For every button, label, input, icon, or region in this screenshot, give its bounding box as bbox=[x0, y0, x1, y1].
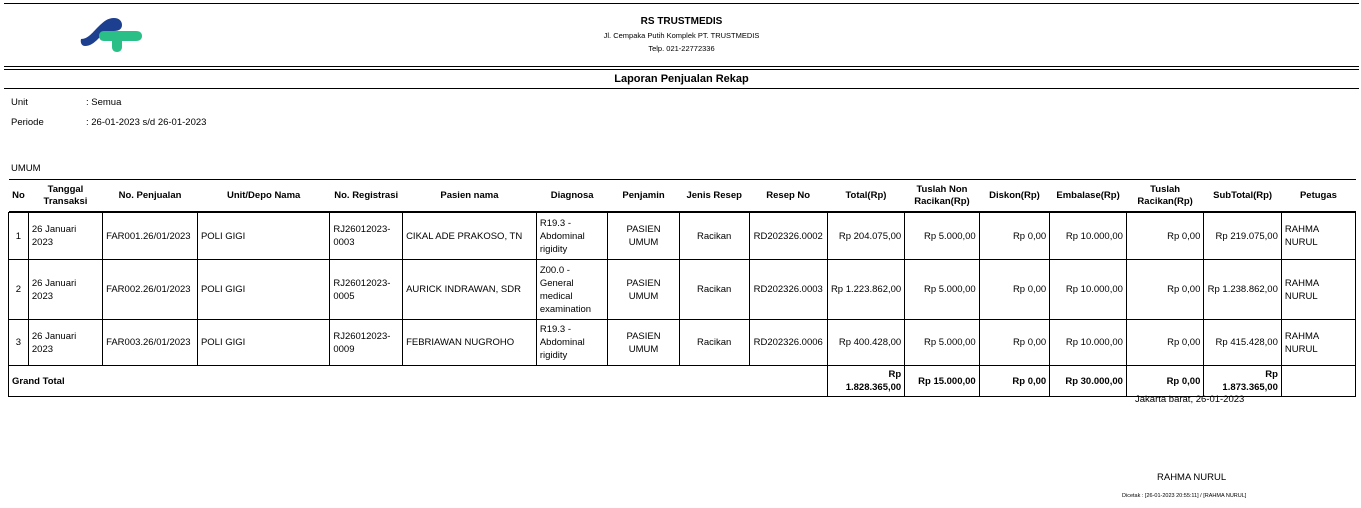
cell-subtotal: Rp 1.238.862,00 bbox=[1204, 260, 1282, 320]
col-resep-no: Resep No bbox=[749, 180, 827, 212]
cell-tuslah-non: Rp 5.000,00 bbox=[905, 213, 980, 260]
cell-resep-no: RD202326.0006 bbox=[749, 320, 827, 366]
cell-unit: POLI GIGI bbox=[197, 320, 329, 366]
cell-jenis-resep: Racikan bbox=[679, 320, 749, 366]
cell-diagnosa: Z00.0 - General medical examination bbox=[536, 260, 608, 320]
signer-name: RAHMA NURUL bbox=[1157, 472, 1227, 483]
cell-diskon: Rp 0,00 bbox=[979, 320, 1050, 366]
grand-total-tuslah-racikan: Rp 0,00 bbox=[1126, 366, 1203, 397]
col-tuslah-racikan: Tuslah Racikan(Rp) bbox=[1126, 180, 1203, 212]
cell-jenis-resep: Racikan bbox=[679, 213, 749, 260]
grand-total-tuslah-non: Rp 15.000,00 bbox=[905, 366, 980, 397]
col-unit: Unit/Depo Nama bbox=[197, 180, 329, 212]
cell-penjamin: PASIEN UMUM bbox=[608, 213, 679, 260]
filter-period-label: Periode bbox=[11, 117, 44, 128]
report-title: Laporan Penjualan Rekap bbox=[4, 69, 1359, 89]
col-petugas: Petugas bbox=[1281, 180, 1355, 212]
table-row bbox=[9, 213, 1356, 260]
filter-unit bbox=[11, 97, 121, 108]
col-tuslah-non: Tuslah Non Racikan(Rp) bbox=[905, 180, 980, 212]
hospital-name: RS TRUSTMEDIS bbox=[640, 16, 723, 27]
col-tanggal: Tanggal Transaksi bbox=[28, 180, 102, 212]
cell-no-registrasi: RJ26012023-0003 bbox=[330, 213, 403, 260]
cell-tuslah-racikan: Rp 0,00 bbox=[1126, 260, 1203, 320]
cell-no: 2 bbox=[9, 260, 29, 320]
grand-total-row bbox=[9, 366, 1356, 397]
cell-diagnosa: R19.3 - Abdominal rigidity bbox=[536, 213, 608, 260]
grand-total-subtotal: Rp 1.873.365,00 bbox=[1204, 366, 1282, 397]
col-no-registrasi: No. Registrasi bbox=[330, 180, 403, 212]
col-penjamin: Penjamin bbox=[608, 180, 679, 212]
col-no-penjualan: No. Penjualan bbox=[103, 180, 198, 212]
cell-tuslah-racikan: Rp 0,00 bbox=[1126, 320, 1203, 366]
cell-penjamin: PASIEN UMUM bbox=[608, 260, 679, 320]
col-diagnosa: Diagnosa bbox=[536, 180, 608, 212]
cell-total: Rp 1.223.862,00 bbox=[827, 260, 905, 320]
printed-info: Dicetak : [26-01-2023 20:55:11] / [RAHMA NURUL] bbox=[1122, 493, 1247, 499]
cell-no-penjualan: FAR001.26/01/2023 bbox=[103, 213, 198, 260]
cell-no: 1 bbox=[9, 213, 29, 260]
sales-table bbox=[8, 179, 1356, 397]
cell-total: Rp 204.075,00 bbox=[827, 213, 905, 260]
cell-no-registrasi: RJ26012023-0005 bbox=[330, 260, 403, 320]
hospital-info bbox=[4, 15, 1359, 55]
col-subtotal: SubTotal(Rp) bbox=[1204, 180, 1282, 212]
cell-petugas: RAHMA NURUL bbox=[1281, 260, 1355, 320]
grand-total-petugas bbox=[1281, 366, 1355, 397]
table-row bbox=[9, 320, 1356, 366]
grand-total-embalase: Rp 30.000,00 bbox=[1050, 366, 1127, 397]
cell-pasien: FEBRIAWAN NUGROHO bbox=[403, 320, 537, 366]
cell-tanggal: 26 Januari 2023 bbox=[28, 260, 102, 320]
cell-pasien: AURICK INDRAWAN, SDR bbox=[403, 260, 537, 320]
cell-diagnosa: R19.3 - Abdominal rigidity bbox=[536, 320, 608, 366]
cell-no-penjualan: FAR003.26/01/2023 bbox=[103, 320, 198, 366]
filter-unit-label: Unit bbox=[11, 97, 28, 108]
cell-penjamin: PASIEN UMUM bbox=[608, 320, 679, 366]
cell-jenis-resep: Racikan bbox=[679, 260, 749, 320]
cell-total: Rp 400.428,00 bbox=[827, 320, 905, 366]
cell-petugas: RAHMA NURUL bbox=[1281, 320, 1355, 366]
filter-unit-value: : Semua bbox=[86, 97, 122, 108]
cell-embalase: Rp 10.000,00 bbox=[1050, 320, 1127, 366]
cell-subtotal: Rp 219.075,00 bbox=[1204, 213, 1282, 260]
cell-no: 3 bbox=[9, 320, 29, 366]
cell-no-penjualan: FAR002.26/01/2023 bbox=[103, 260, 198, 320]
place-date: Jakarta barat, 26-01-2023 bbox=[1135, 394, 1245, 405]
cell-diskon: Rp 0,00 bbox=[979, 213, 1050, 260]
grand-total-label: Grand Total bbox=[9, 366, 828, 397]
cell-resep-no: RD202326.0002 bbox=[749, 213, 827, 260]
col-jenis-resep: Jenis Resep bbox=[679, 180, 749, 212]
grand-total-diskon: Rp 0,00 bbox=[979, 366, 1050, 397]
grand-total-total: Rp 1.828.365,00 bbox=[827, 366, 905, 397]
cell-tanggal: 26 Januari 2023 bbox=[28, 213, 102, 260]
cell-pasien: CIKAL ADE PRAKOSO, TN bbox=[403, 213, 537, 260]
cell-petugas: RAHMA NURUL bbox=[1281, 213, 1355, 260]
cell-resep-no: RD202326.0003 bbox=[749, 260, 827, 320]
table-row bbox=[9, 260, 1356, 320]
hospital-phone: Telp. 021-22772336 bbox=[648, 44, 715, 53]
report-header bbox=[4, 3, 1359, 67]
cell-tuslah-non: Rp 5.000,00 bbox=[905, 320, 980, 366]
hospital-address: Jl. Cempaka Putih Komplek PT. TRUSTMEDIS bbox=[603, 31, 760, 40]
cell-embalase: Rp 10.000,00 bbox=[1050, 260, 1127, 320]
cell-unit: POLI GIGI bbox=[197, 260, 329, 320]
cell-subtotal: Rp 415.428,00 bbox=[1204, 320, 1282, 366]
col-no: No bbox=[9, 180, 29, 212]
cell-tuslah-racikan: Rp 0,00 bbox=[1126, 213, 1203, 260]
col-pasien: Pasien nama bbox=[403, 180, 537, 212]
cell-diskon: Rp 0,00 bbox=[979, 260, 1050, 320]
cell-unit: POLI GIGI bbox=[197, 213, 329, 260]
cell-embalase: Rp 10.000,00 bbox=[1050, 213, 1127, 260]
col-embalase: Embalase(Rp) bbox=[1050, 180, 1127, 212]
cell-tuslah-non: Rp 5.000,00 bbox=[905, 260, 980, 320]
col-diskon: Diskon(Rp) bbox=[979, 180, 1050, 212]
section-label: UMUM bbox=[11, 163, 41, 174]
filter-period-value: : 26-01-2023 s/d 26-01-2023 bbox=[86, 117, 207, 128]
col-total: Total(Rp) bbox=[827, 180, 905, 212]
cell-no-registrasi: RJ26012023-0009 bbox=[330, 320, 403, 366]
filter-period bbox=[11, 117, 206, 128]
table-header-row bbox=[9, 180, 1356, 212]
cell-tanggal: 26 Januari 2023 bbox=[28, 320, 102, 366]
